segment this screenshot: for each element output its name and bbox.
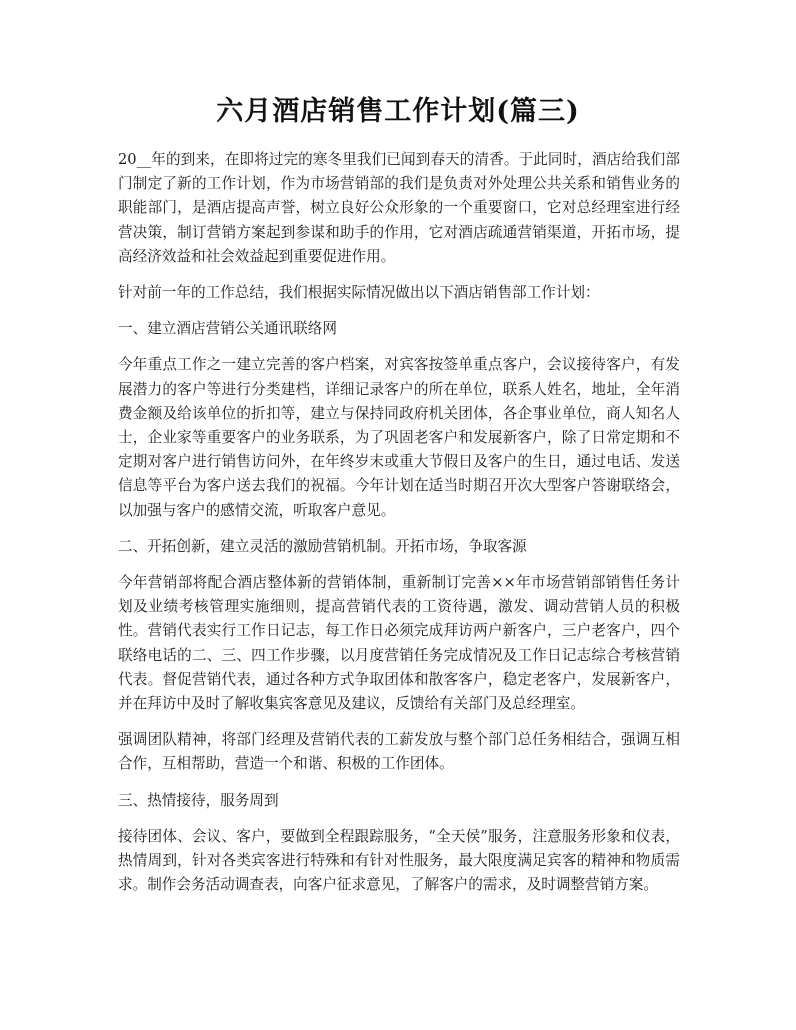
- paragraph-plan-lead: 针对前一年的工作总结，我们根据实际情况做出以下酒店销售部工作计划：: [118, 284, 600, 302]
- section-heading-3: 三、热情接待，服务周到: [118, 791, 279, 809]
- paragraph-teamwork: 强调团队精神，将部门经理及营销代表的工薪发放与整个部门总任务相结合，强调互相合作，互相帮助，营造一个和谐、积极的工作团体。: [118, 731, 680, 773]
- section-heading-2: 二、开拓创新，建立灵活的激励营销机制。开拓市场，争取客源: [118, 537, 527, 555]
- paragraph-section-2: 今年营销部将配合酒店整体新的营销体制，重新制订完善××年市场营销部销售任务计划及业绩考核管理实施细则，提高营销代表的工资待遇，激发、调动营销人员的积极性。营销代表实行工作日记志，每工作日必须完成拜访两户新客户，三户老客户，四个联络电话的二、三、四工作步骤，以月度营销任务完成情况及工作日记志综合考核营销代表。督促营销代表，通过各种方式争取团体和散客客户，稳定老客户，发展新客户，并在拜访中及时了解收集宾客意见及建议，反馈给有关部门及总经理室。: [118, 574, 680, 713]
- paragraph-intro: 20__年的到来，在即将过完的寒冬里我们已闻到春天的清香。于此同时，酒店给我们部门制定了新的工作计划，作为市场营销部的我们是负责对外处理公共关系和销售业务的职能部门，是酒店提高声誉，树立良好公众形象的一个重要窗口，它对总经理室进行经营决策，制订营销方案起到参谋和助手的作用，它对酒店疏通营销渠道，开拓市场，提高经济效益和社会效益起到重要促进作用。: [118, 151, 680, 265]
- document-title: 六月酒店销售工作计划(篇三): [216, 96, 580, 127]
- paragraph-section-3: 接待团体、会议、客户，要做到全程跟踪服务，“全天侯”服务，注意服务形象和仪表，热情周到，针对各类宾客进行特殊和有针对性服务，最大限度满足宾客的精神和物质需求。制作会务活动调查表，向客户征求意见，了解客户的需求，及时调整营销方案。: [118, 827, 680, 894]
- paragraph-section-1: 今年重点工作之一建立完善的客户档案，对宾客按签单重点客户，会议接待客户，有发展潜力的客户等进行分类建档，详细记录客户的所在单位，联系人姓名，地址，全年消费金额及给该单位的折扣等，建立与保持同政府机关团体，各企事业单位，商人知名人士，企业家等重要客户的业务联系，为了巩固老客户和发展新客户，除了日常定期和不定期对客户进行销售访问外，在年终岁末或重大节假日及客户的生日，通过电话、发送信息等平台为客户送去我们的祝福。今年计划在适当时期召开次大型客户答谢联络会，以加强与客户的感情交流，听取客户意见。: [118, 356, 680, 519]
- document-body: [118, 148, 680, 909]
- section-heading-1: 一、建立酒店营销公关通讯联络网: [118, 320, 337, 338]
